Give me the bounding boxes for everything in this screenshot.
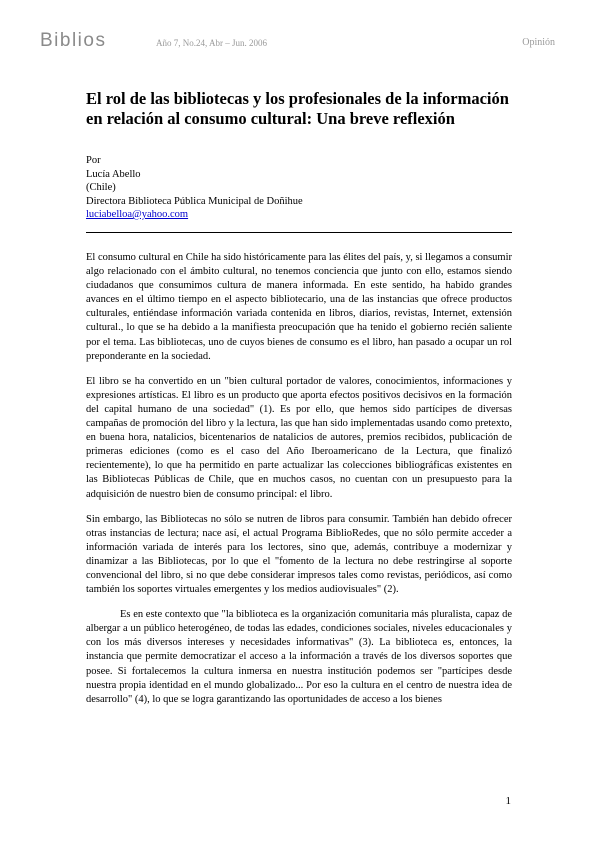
- issue-info: Año 7, No.24, Abr – Jun. 2006: [156, 38, 268, 48]
- author-email-link[interactable]: luciabelloa@yahoo.com: [86, 209, 189, 220]
- journal-logo: Biblios: [40, 30, 107, 51]
- section-label: Opinión: [522, 37, 555, 48]
- author-name: Lucía Abello: [86, 168, 141, 180]
- byline: [86, 154, 303, 222]
- article-title: El rol de las bibliotecas y los profesionales de la información en relación al consumo cultural: Una breve reflexión: [86, 89, 509, 128]
- page-header: [40, 30, 555, 54]
- paragraph: Sin embargo, las Bibliotecas no sólo se nutren de libros para consumir. También han debido ofrecer otras instancias de lectura; nace así, el actual Programa BiblioRedes, que no sólo permite acceder a información variada de interés para los lectores, sino que, además, contribuye a modernizar y dinamizar a las Bibliotecas, por lo que el "fomento de la lectura no debe restringirse al soporte convencional del libro, si no que debe considerar impresos tales como revistas, periódicos, así como también los soportes virtuales emergentes y los medios audiovisuales" (2).: [86, 513, 512, 596]
- byline-por: Por: [86, 155, 101, 166]
- author-affiliation: Directora Biblioteca Pública Municipal de Doñihue: [86, 195, 303, 207]
- paragraph: El consumo cultural en Chile ha sido históricamente para las élites del país, y, si llegamos a consumir algo relacionado con el ámbito cultural, no tenemos conciencia que junto con ello, estamos siendo ciudadanos que consumimos cultura de manera informada. En este sentido, ha habido grandes avances en el último tiempo en el aspecto bibliotecario, una de las instancias que ofrece productos culturales, entiéndase información variada contenida en libros, diarios, revistas, Internet, extensión cultural., lo que se ha debido a la manifiesta preocupación que ha tenido el gobierno recién saliente por el tema. Las bibliotecas, uno de cuyos bienes de consumo es el libro, han pasado a ocupar un rol preponderante en la sociedad.: [86, 252, 512, 362]
- author-country: (Chile): [86, 182, 116, 193]
- article-body: [86, 251, 512, 718]
- paragraph: Es en este contexto que "la biblioteca es la organización comunitaria más pluralista, capaz de albergar a un público heterogéneo, de todas las edades, condiciones sociales, niveles educacionales y con los más diversos intereses y necesidades informativas" (3). La biblioteca es, entonces, la instancia que permite democratizar el acceso a la información a través de los diversos soportes que posee. Si fortalecemos la cultura inmersa en nuestra institución podemos ser "partícipes desde nuestra propia identidad en el mundo globalizado... Por eso la cultura en el centro de nuestra idea de desarrollo" (4), lo que se logra garantizando las oportunidades de acceso a los bienes: [86, 609, 512, 705]
- paragraph: El libro se ha convertido en un "bien cultural portador de valores, conocimientos, informaciones y expresiones artísticas. El libro es un producto que aporta efectos positivos decisivos en la formación del capital humano de una sociedad" (1). Es por ello, que hemos sido partícipes de diversas campañas de promoción del libro y la lectura, las que han sido implementadas usando como pretexto, en buena hora, natalicios, bicentenarios de natalicios de autores, premios recibidos, publicación de primeras ediciones (como es el caso del Año Iberoamericano de la Lectura, que finalizó recientemente), lo que ha permitido en parte actualizar las colecciones bibliográficas existentes en las Bibliotecas Públicas de Chile, que en muchos casos, no cuentan con un presupuesto para la adquisición de nuestro bien de consumo principal: el libro.: [86, 375, 512, 500]
- page-number: 1: [505, 795, 511, 807]
- separator-rule: [86, 232, 512, 233]
